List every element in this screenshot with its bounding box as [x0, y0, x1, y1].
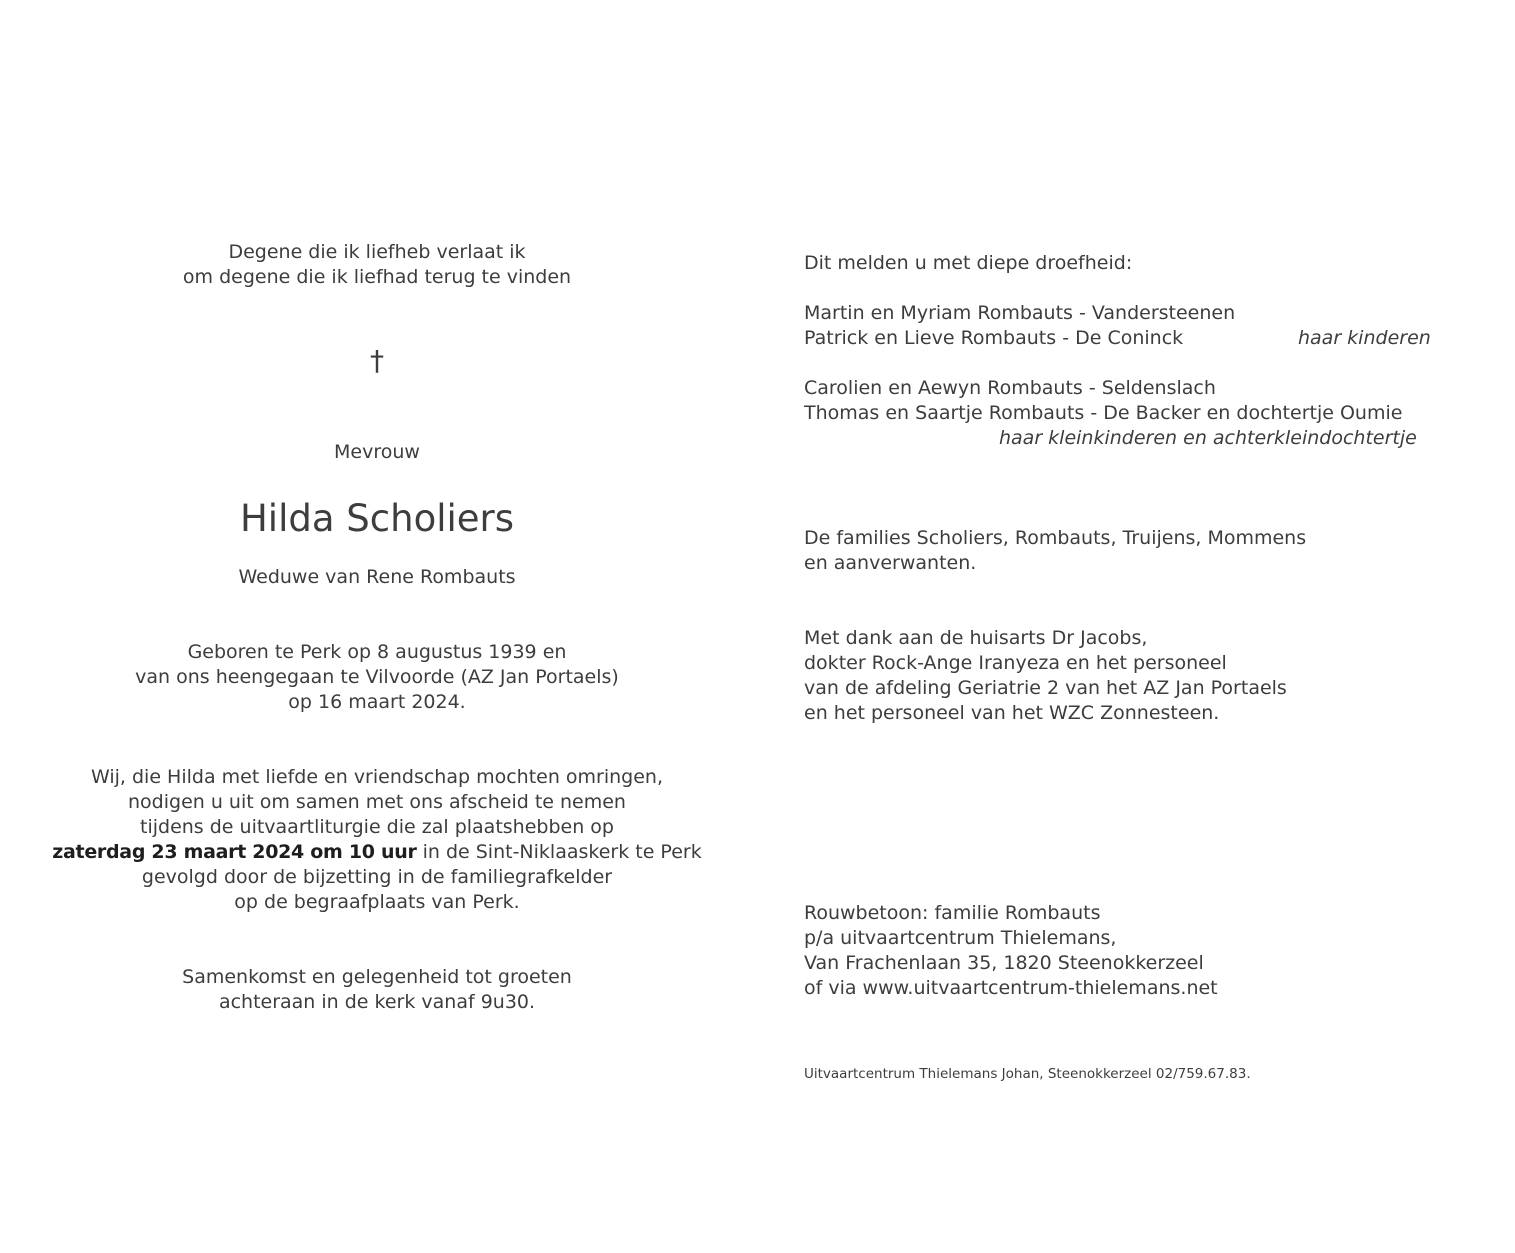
salutation: Mevrouw — [334, 441, 420, 463]
salutation-block — [40, 440, 714, 465]
invite-line-4 — [40, 840, 714, 865]
footer-block — [804, 1065, 1504, 1083]
child-row-2 — [804, 326, 1504, 351]
child-name: Martin en Myriam Rombauts - Vandersteenen — [804, 302, 1236, 324]
quote — [40, 240, 714, 290]
invite-line-3: tijdens de uitvaartliturgie die zal plaatshebben op — [140, 816, 614, 838]
funeral-location: in de Sint-Niklaaskerk te Perk — [416, 841, 702, 863]
quote-line-2: om degene die ik liefhad terug te vinden — [182, 266, 572, 288]
invite-line-2: nodigen u uit om samen met ons afscheid te nemen — [128, 791, 626, 813]
birth-line-3: op 16 maart 2024. — [288, 691, 466, 713]
gathering-line-1: Samenkomst en gelegenheid tot groeten — [182, 966, 572, 988]
child-name: Patrick en Lieve Rombauts - De Coninck — [804, 327, 1184, 349]
quote-line-1: Degene die ik liefheb verlaat ik — [228, 241, 526, 263]
invite-line-1: Wij, die Hilda met liefde en vriendschap mochten omringen, — [90, 766, 664, 788]
condolences-block — [804, 901, 1504, 1001]
announcement-intro-block — [804, 251, 1504, 276]
undertaker-footer: Uitvaartcentrum Thielemans Johan, Steenokkerzeel 02/759.67.83. — [804, 1066, 1251, 1082]
families-line-2: en aanverwanten. — [804, 552, 977, 574]
children-role: haar kinderen — [1298, 327, 1431, 349]
condolences-line-2: p/a uitvaartcentrum Thielemans, — [804, 927, 1117, 949]
grandchildren-role: haar kleinkinderen en achterkleindochtertje — [999, 427, 1417, 449]
cross-icon: † — [370, 344, 384, 377]
cross-icon-block — [40, 346, 714, 376]
thanks-line-2: dokter Rock-Ange Iranyeza en het personeel — [804, 652, 1227, 674]
deceased-name: Hilda Scholiers — [239, 497, 515, 540]
grandchildren-list — [804, 376, 1504, 451]
grandchild-row-1: Carolien en Aewyn Rombauts - Seldenslach — [804, 377, 1216, 399]
birth-death-info — [40, 640, 714, 715]
birth-line-2: van ons heengegaan te Vilvoorde (AZ Jan Portaels) — [135, 666, 619, 688]
gathering-info — [40, 965, 714, 1015]
funeral-invitation — [40, 765, 714, 915]
widow-block — [40, 565, 714, 590]
thanks-block — [804, 626, 1504, 726]
name-block — [40, 497, 714, 541]
announcement-intro: Dit melden u met diepe droefheid: — [804, 252, 1133, 274]
funeral-date: zaterdag 23 maart 2024 om 10 uur — [52, 841, 417, 863]
condolences-line-3: Van Frachenlaan 35, 1820 Steenokkerzeel — [804, 952, 1204, 974]
invite-line-6: op de begraafplaats van Perk. — [234, 891, 520, 913]
children-list — [804, 301, 1504, 351]
condolences-website: of via www.uitvaartcentrum-thielemans.net — [804, 977, 1218, 999]
thanks-line-3: van de afdeling Geriatrie 2 van het AZ Jan Portaels — [804, 677, 1287, 699]
families-block — [804, 526, 1504, 576]
condolences-line-1: Rouwbetoon: familie Rombauts — [804, 902, 1101, 924]
widow-line: Weduwe van Rene Rombauts — [238, 566, 516, 588]
invite-line-5: gevolgd door de bijzetting in de familiegrafkelder — [141, 866, 613, 888]
child-row-1 — [804, 301, 1504, 326]
families-line-1: De families Scholiers, Rombauts, Truijens, Mommens — [804, 527, 1307, 549]
thanks-line-4: en het personeel van het WZC Zonnesteen. — [804, 702, 1220, 724]
birth-line-1: Geboren te Perk op 8 augustus 1939 en — [187, 641, 567, 663]
gathering-line-2: achteraan in de kerk vanaf 9u30. — [218, 991, 536, 1013]
thanks-line-1: Met dank aan de huisarts Dr Jacobs, — [804, 627, 1148, 649]
grandchild-row-2: Thomas en Saartje Rombauts - De Backer en dochtertje Oumie — [804, 402, 1403, 424]
